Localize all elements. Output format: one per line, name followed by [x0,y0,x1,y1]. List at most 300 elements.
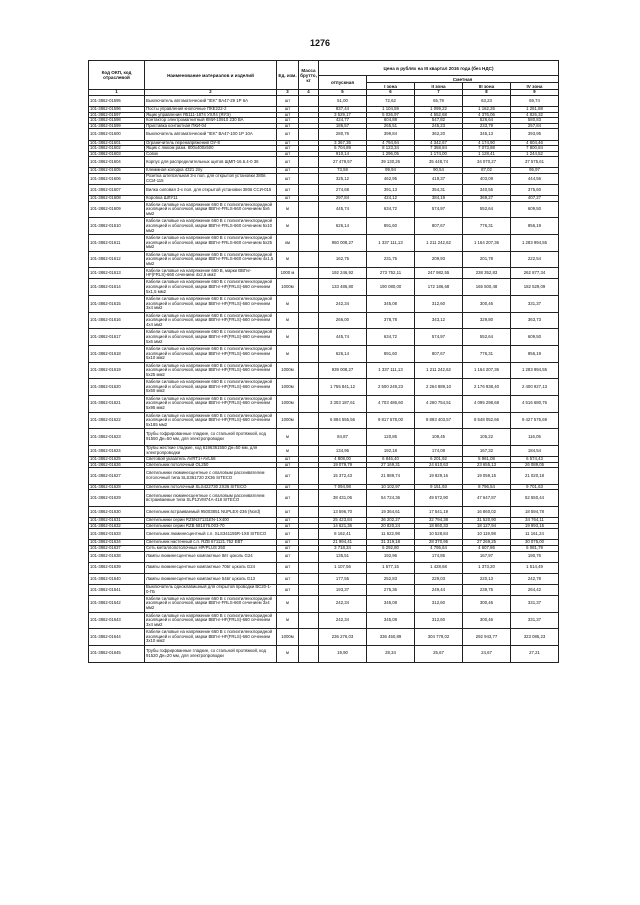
row-zone-3-price: 776,31 [463,218,511,235]
table-row [89,490,559,507]
row-code: 101-3862-01607 [89,185,145,196]
row-name: Светильники люминесцентные с опаловым рассеивателем потолочный типа SLS361720 2Х36 SITECO [145,468,277,485]
row-unit: шт [277,523,299,529]
row-zone-1-price: 1 577,15 [367,562,415,573]
row-release-price: 134,96 [319,445,367,456]
table-row [89,412,559,429]
row-zone-2-price: 209,93 [415,251,463,268]
row-zone-3-price: 5 961,08 [463,456,511,462]
row-release-price: 325,12 [319,174,367,185]
row-zone-4-price: 1 514,49 [511,562,559,573]
row-zone-2-price: 4 795,64 [415,546,463,552]
column-index: 5 [319,90,367,96]
row-zone-2-price: 419,37 [415,174,463,185]
header-zone-2: II зона [415,83,463,90]
row-code: 101-3862-01624 [89,445,145,456]
row-name: Корпус для распределительных щитов ЩМП-16.6.4-0 36 [145,157,277,168]
row-zone-1-price: 252,83 [367,573,415,584]
row-zone-4-price: 323 085,23 [511,629,559,646]
row-zone-4-price: 262 877,34 [511,268,559,279]
row-zone-2-price: 1 099,22 [415,107,463,113]
table-row [89,362,559,379]
row-mass [299,174,319,185]
row-name: Выключатель автоматический "IEK" ВА47-29 1Р 6А [145,96,277,107]
row-code: 101-3862-01621 [89,395,145,412]
row-code: 101-3862-01632 [89,523,145,529]
row-zone-2-price: 362,20 [415,129,463,140]
row-mass [299,445,319,456]
row-mass [299,129,319,140]
row-zone-3-price: 300,46 [463,595,511,612]
row-zone-3-price: 1 162,26 [463,107,511,113]
row-code: 101-3862-01644 [89,629,145,646]
row-name: Сеть металлопотолочных HP/PLUS 250 [145,546,277,552]
row-zone-4-price: 331,37 [511,612,559,629]
row-zone-2-price: 2 264 889,10 [415,379,463,396]
price-table-sheet [88,60,558,663]
row-unit: м [277,645,299,662]
table-row [89,595,559,612]
row-code: 101-3862-01634 [89,540,145,546]
row-zone-3-price: 23 655,13 [463,462,511,468]
row-unit: м [277,612,299,629]
row-release-price: 13 596,70 [319,507,367,518]
row-code: 101-3862-01610 [89,218,145,235]
table-row [89,329,559,346]
row-zone-3-price: 238 352,83 [463,268,511,279]
row-zone-2-price: 1 211 242,62 [415,235,463,252]
row-zone-4-price: 19 993,15 [511,523,559,529]
table-row [89,185,559,196]
row-zone-2-price: 109,45 [415,429,463,446]
row-code: 101-3862-01615 [89,296,145,313]
row-zone-1-price: 345,08 [367,296,415,313]
row-zone-4-price: 4 826,32 [511,112,559,118]
row-zone-2-price: 312,60 [415,296,463,313]
row-code: 101-3862-01609 [89,201,145,218]
row-zone-2-price: 354,31 [415,185,463,196]
row-code: 101-3862-01629 [89,490,145,507]
table-row [89,251,559,268]
row-release-price: 15 372,43 [319,468,367,485]
column-index: 2 [145,90,277,96]
row-zone-1-price: 634,72 [367,201,415,218]
row-release-price: 242,34 [319,296,367,313]
row-zone-2-price: 65,79 [415,96,463,107]
row-name: Кабели силовые на напряжение 660 В с полиэтиленхлоридной изоляцией и оболочкой, марки ВВГнг-FRLS-660 сечением 4х1,5 мм2 [145,251,277,268]
row-zone-2-price: 8 893 403,57 [415,412,463,429]
row-zone-1-price: 891,60 [367,346,415,363]
row-zone-4-price: 4 604,46 [511,140,559,146]
row-release-price: 939 008,27 [319,362,367,379]
row-code: 101-3862-01631 [89,518,145,524]
row-release-price: 3 367,35 [319,140,367,146]
row-zone-1-price: 424,12 [367,196,415,202]
row-name: Ящик с люком разм. 800х400х500 [145,146,277,152]
row-name: Трубы жесткие гладкие, код 6196361550 Дн=50 мм, для электропроводки [145,445,277,456]
row-zone-2-price: 174,85 [415,551,463,562]
row-zone-2-price: 229,03 [415,573,463,584]
table-row [89,157,559,168]
row-zone-1-price: 4 703 486,60 [367,395,415,412]
row-zone-1-price: 462,95 [367,174,415,185]
row-zone-2-price: 249,44 [415,584,463,595]
row-unit: шт [277,174,299,185]
row-mass [299,201,319,218]
row-zone-4-price: 856,19 [511,346,559,363]
row-zone-1-price: 273 752,11 [367,268,415,279]
row-zone-1-price: 604,88 [367,118,415,124]
row-zone-2-price: 1 174,00 [415,151,463,157]
row-mass [299,584,319,595]
row-name: Светильники серии RZB 581076.003-70 [145,523,277,529]
row-release-price: 910,14 [319,151,367,157]
row-zone-3-price: 165 500,48 [463,279,511,296]
row-unit: м [277,312,299,329]
row-release-price: 266,00 [319,312,367,329]
table-row [89,218,559,235]
row-zone-2-price: 172 186,68 [415,279,463,296]
row-name: Контактор электромагнитный КМИ-10910 230 ВА [145,118,277,124]
row-zone-1-price: 275,36 [367,584,415,595]
row-zone-2-price: 574,97 [415,201,463,218]
row-zone-4-price: 9 427 575,69 [511,412,559,429]
row-zone-4-price: 9 701,63 [511,484,559,490]
row-release-price: 8 162,41 [319,529,367,540]
row-mass [299,507,319,518]
row-unit: м [277,346,299,363]
row-name: Кабели силовые на напряжение 660 В с полиэтиленхлоридной изоляцией и оболочкой, марки ВВГнг-HF(FRLS)-660 сечением 3х4 мм2 [145,296,277,313]
table-row [89,296,559,313]
column-index: 8 [463,90,511,96]
row-name: Кабели силовые на напряжение 660 В с полиэтиленхлоридной изоляцией и оболочкой, марки ВВГнг-FRLS-660 сечением 5х6 мм2 [145,201,277,218]
row-unit: м [277,445,299,456]
row-code: 101-3862-01627 [89,468,145,485]
table-row [89,268,559,279]
row-code: 101-3862-01640 [89,573,145,584]
row-release-price: 27 479,57 [319,157,367,168]
row-zone-2-price: 547,82 [415,118,463,124]
row-zone-2-price: 24 610,63 [415,462,463,468]
row-release-price: 3 303 187,61 [319,395,367,412]
row-code: 101-3862-01597 [89,112,145,118]
row-name: Трубы гофрированные гладкие, со стальной протяжкой, код 91520 Дн=20 мм, для электропроводки [145,645,277,662]
row-zone-2-price: 312,60 [415,595,463,612]
row-unit: 1000м [277,629,299,646]
table-row [89,312,559,329]
row-release-price: 192 246,92 [319,268,367,279]
row-mass [299,329,319,346]
row-zone-4-price: 190,76 [511,551,559,562]
row-unit: шт [277,573,299,584]
table-row [89,612,559,629]
row-zone-4-price: 69,74 [511,96,559,107]
row-mass [299,595,319,612]
row-unit: шт [277,118,299,124]
header-price-group: Цена в рублях на III квартал 2016 года (без НДС) [319,61,559,76]
row-zone-2-price: 10 528,84 [415,529,463,540]
column-index: 7 [415,90,463,96]
row-mass [299,645,319,662]
table-row [89,573,559,584]
row-zone-1-price: 1 337 111,13 [367,235,415,252]
row-zone-1-price: 378,78 [367,312,415,329]
row-release-price: 424,77 [319,118,367,124]
table-row [89,645,559,662]
row-zone-2-price: 343,12 [415,312,463,329]
row-name: Кабели силовые на напряжение 660 В с полиэтиленхлоридной изоляцией и оболочкой, марки ВВГнг-FRLS-660 сечением 5х25 мм2 [145,235,277,252]
row-name: Посты управления кнопочные ПКЕ222-2 [145,107,277,113]
row-code: 101-3862-01598 [89,118,145,124]
row-mass [299,612,319,629]
row-unit: км [277,235,299,252]
row-code: 101-3862-01643 [89,612,145,629]
row-zone-2-price: 807,67 [415,346,463,363]
row-release-price: 177,55 [319,573,367,584]
column-index: 4 [299,90,319,96]
row-zone-3-price: 27 269,25 [463,540,511,546]
row-zone-3-price: 34 070,27 [463,157,511,168]
row-mass [299,218,319,235]
row-zone-4-price: 26 089,05 [511,462,559,468]
row-code: 101-3862-01620 [89,379,145,396]
row-zone-3-price: 403,09 [463,174,511,185]
row-zone-2-price: 7 358,84 [415,146,463,152]
row-zone-1-price: 6 846,40 [367,456,415,462]
table-row [89,468,559,485]
row-zone-1-price: 10 102,97 [367,484,415,490]
row-zone-3-price: 24,67 [463,645,511,662]
table-row [89,445,559,456]
row-unit: шт [277,146,299,152]
row-mass [299,312,319,329]
row-mass [299,251,319,268]
row-unit: шт [277,185,299,196]
row-release-price: 242,34 [319,612,367,629]
row-zone-3-price: 233,79 [463,123,511,129]
row-name: Кабели силовые на напряжение 660 В с полиэтиленхлоридной изоляцией и оболочкой, марки ВВГнг-FRLS-660 сечением 3х4 мм2 [145,595,277,612]
row-zone-2-price: 1 428,68 [415,562,463,573]
row-code: 101-3862-01604 [89,157,145,168]
row-mass [299,96,319,107]
row-code: 101-3862-01617 [89,329,145,346]
row-zone-4-price: 4 516 680,76 [511,395,559,412]
row-zone-2-price: 49 572,90 [415,490,463,507]
row-zone-2-price: 247 982,55 [415,268,463,279]
row-zone-1-price: 20 820,24 [367,523,415,529]
row-zone-4-price: 184,54 [511,445,559,456]
row-name: Кабели силовые на напряжение 660 В с полиэтиленхлоридной изоляцией и оболочкой, марки ВВГнг-HF(FRLS)-660 сечением 5х6 мм2 [145,329,277,346]
table-row [89,129,559,140]
row-code: 101-3862-01601 [89,140,145,146]
row-zone-1-price: 5 292,80 [367,546,415,552]
row-unit: шт [277,462,299,468]
row-unit: шт [277,540,299,546]
row-release-price: 5 704,89 [319,146,367,152]
row-mass [299,468,319,485]
row-zone-2-price: 174,08 [415,445,463,456]
row-mass [299,429,319,446]
row-zone-3-price: 1 164 207,36 [463,235,511,252]
row-unit: шт [277,168,299,174]
row-code: 101-3862-01628 [89,484,145,490]
row-zone-1-price: 192,96 [367,551,415,562]
row-unit: шт [277,584,299,595]
row-unit: шт [277,140,299,146]
row-code: 101-3862-01638 [89,551,145,562]
row-name: Кабели силовые на напряжение 660 В с полиэтиленхлоридной изоляцией и оболочкой, марки ВВГнг-FRLS-660 сечением 5х10 мм2 [145,218,277,235]
row-code: 101-3862-01613 [89,268,145,279]
row-zone-4-price: 444,56 [511,174,559,185]
row-zone-3-price: 167,32 [463,445,511,456]
row-zone-1-price: 1 337 111,13 [367,362,415,379]
row-code: 101-3862-01642 [89,595,145,612]
row-zone-3-price: 167,97 [463,551,511,562]
row-zone-1-price: 28,34 [367,645,415,662]
row-zone-4-price: 2 400 927,13 [511,379,559,396]
row-release-price: 1 107,56 [319,562,367,573]
row-code: 101-3862-01633 [89,529,145,540]
row-unit: 1000м [277,412,299,429]
row-code: 101-3862-01630 [89,507,145,518]
row-unit: шт [277,468,299,485]
row-mass [299,362,319,379]
row-unit: 1000м [277,279,299,296]
row-release-price: 19 079,79 [319,462,367,468]
row-zone-4-price: 375,60 [511,185,559,196]
row-zone-1-price: 231,75 [367,251,415,268]
row-zone-3-price: 105,22 [463,429,511,446]
row-release-price: 25 423,84 [319,518,367,524]
row-zone-2-price: 574,97 [415,329,463,346]
row-code: 101-3862-01614 [89,279,145,296]
row-zone-1-price: 54 724,36 [367,490,415,507]
row-unit: шт [277,96,299,107]
row-name: Лампы люминесцентные компактные 8вт цоколь G24 [145,551,277,562]
row-zone-1-price: 99,94 [367,168,415,174]
row-unit: 1000 м [277,268,299,279]
row-mass [299,551,319,562]
row-zone-4-price: 609,50 [511,201,559,218]
header-code: Код ОКП, код отраслевой [89,61,145,90]
table-row [89,429,559,446]
row-unit: шт [277,490,299,507]
row-code: 101-3862-01605 [89,168,145,174]
table-row [89,96,559,107]
row-zone-4-price: 1 244,52 [511,151,559,157]
row-zone-3-price: 369,27 [463,196,511,202]
row-zone-2-price: 304 779,02 [415,629,463,646]
row-zone-4-price: 182 529,09 [511,279,559,296]
row-zone-3-price: 2 176 938,40 [463,379,511,396]
row-name: Лампы люминесцентные компактные 54вт цоколь G13 [145,573,277,584]
row-zone-4-price: 264,42 [511,584,559,595]
row-zone-2-price: 4 552,68 [415,112,463,118]
row-name: Светильник настенный с.п. RZB 671121.752 EBT [145,540,277,546]
row-name: Светильник встраиваемый 95003851 NUPLEX-236 (Nord) [145,507,277,518]
row-release-price: 950 008,27 [319,235,367,252]
row-zone-2-price: 245,23 [415,123,463,129]
header-mass: Масса брутто, кг [299,61,319,90]
row-zone-3-price: 4 376,06 [463,112,511,118]
row-mass [299,296,319,313]
row-zone-4-price: 18 594,78 [511,507,559,518]
row-unit: шт [277,456,299,462]
row-release-price: 236 276,03 [319,629,367,646]
row-zone-2-price: 18 860,33 [415,523,463,529]
row-name: Трубы гофрированные гладкие, со стальной протяжкой, код 91550 Дн=50 мм, для электропроводки [145,429,277,446]
table-row [89,507,559,518]
row-release-price: 280,76 [319,129,367,140]
row-code: 101-3862-01602 [89,146,145,152]
header-zone-3: III зона [463,83,511,90]
row-zone-3-price: 18 127,94 [463,523,511,529]
row-zone-2-price: 35 448,74 [415,157,463,168]
column-index: 9 [511,90,559,96]
row-name: Коробка ШЛУ11 [145,196,277,202]
row-zone-2-price: 28 370,95 [415,540,463,546]
header-release-price: отпускная [319,76,367,90]
row-zone-4-price: 1 283 994,55 [511,362,559,379]
row-zone-3-price: 329,80 [463,312,511,329]
row-zone-1-price: 192,18 [367,445,415,456]
row-name: Розетка штепсельная 3-х пол. для открытой установки 380в ССИ-115 [145,174,277,185]
table-row [89,235,559,252]
row-zone-1-price: 9 817 578,00 [367,412,415,429]
row-mass [299,379,319,396]
row-zone-3-price: 47 647,87 [463,490,511,507]
row-zone-3-price: 345,13 [463,129,511,140]
row-code: 101-3862-01611 [89,235,145,252]
row-zone-2-price: 807,67 [415,218,463,235]
row-zone-4-price: 363,73 [511,312,559,329]
row-zone-2-price: 90,54 [415,168,463,174]
row-name: Кабели силовые на напряжение 660 В с полиэтиленхлоридной изоляцией и оболочкой, марки ВВГнг-HF(FRLS)-660 сечением 4х4 мм2 [145,312,277,329]
row-unit: 1000м [277,395,299,412]
row-zone-4-price: 222,54 [511,251,559,268]
row-mass [299,346,319,363]
row-unit: м [277,595,299,612]
row-zone-3-price: 87,02 [463,168,511,174]
row-zone-4-price: 393,95 [511,129,559,140]
row-zone-3-price: 552,64 [463,329,511,346]
row-zone-2-price: 17 541,19 [415,507,463,518]
table-header [89,61,559,96]
row-release-price: 3 529,17 [319,112,367,118]
row-release-price: 14 621,36 [319,523,367,529]
row-zone-1-price: 11 622,98 [367,529,415,540]
row-release-price: 73,59 [319,168,367,174]
row-code: 101-3862-01619 [89,362,145,379]
row-zone-3-price: 220,13 [463,573,511,584]
row-unit: шт [277,484,299,490]
row-zone-1-price: 120,85 [367,429,415,446]
row-release-price: 6 894 555,56 [319,412,367,429]
row-unit: 1000м [277,362,299,379]
row-code: 101-3862-01618 [89,346,145,363]
row-unit: шт [277,546,299,552]
row-mass [299,529,319,540]
table-row [89,279,559,296]
row-zone-2-price: 19 829,16 [415,468,463,485]
row-unit: м [277,251,299,268]
row-zone-1-price: 36 202,27 [367,518,415,524]
column-index: 1 [89,90,145,96]
table-row [89,174,559,185]
row-release-price: 186,57 [319,123,367,129]
row-code: 101-3862-01595 [89,96,145,107]
header-zone-1: I зона [367,83,415,90]
